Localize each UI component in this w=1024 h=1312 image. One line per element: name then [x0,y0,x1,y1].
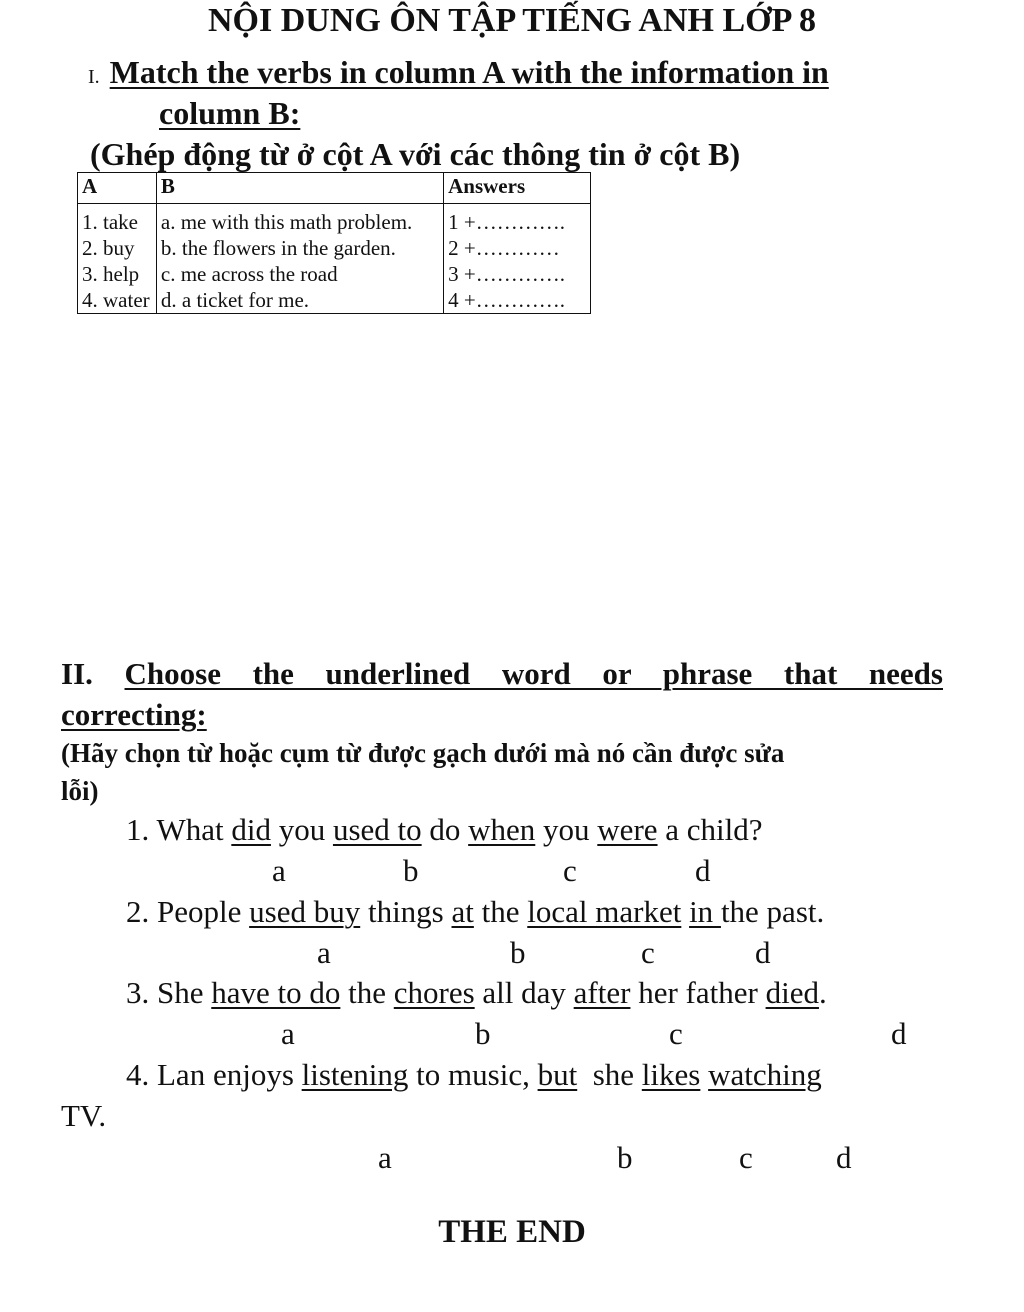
question-text: her father [630,975,766,1010]
question-3 [126,975,827,1011]
option-label-b: b [617,1140,633,1175]
option-label-c: c [563,853,577,888]
table-cell-info: b. the flowers in the garden. [156,235,443,261]
section2-heading-text: Choose the underlined word or phrase that needs [124,656,943,691]
section1-heading [88,54,829,91]
the-end: THE END [438,1214,586,1250]
option-label-b: b [403,853,419,888]
table-cell-answer: 1 +…………. [444,204,591,236]
question-text: you [270,812,333,847]
question-text [681,894,689,929]
table-cell-info: a. me with this math problem. [156,204,443,236]
option-label-a: a [317,935,331,970]
underlined-option-c: likes [641,1057,701,1092]
section1-heading-line2: column B: [159,95,301,131]
question-text: the past. [720,894,825,929]
section2-heading-line1 [61,656,943,692]
table-header: Answers [444,173,591,204]
question-text: . [818,975,827,1010]
question-text: the [473,894,528,929]
option-label-c: c [641,935,655,970]
underlined-option-a: have to do [211,975,341,1010]
question-text: 4. Lan enjoys [126,1057,302,1092]
matching-table [77,172,591,314]
question-text: to music, [408,1057,538,1092]
section2-heading-line1-text [61,656,943,691]
option-label-b: b [475,1016,491,1051]
option-label-d: d [755,935,771,970]
table-cell-info: c. me across the road [156,261,443,287]
table-cell-answer: 4 +…………. [444,287,591,314]
question-4-continuation: TV. [61,1098,107,1133]
option-label-a: a [272,853,286,888]
table-cell-info: d. a ticket for me. [156,287,443,314]
section1-translation: (Ghép động từ ở cột A với các thông tin ở cột B) [90,136,741,172]
question-4 [126,1057,822,1093]
table-cell-verb: 4. water [78,287,157,314]
section2-number: II. [61,656,125,691]
option-label-d: d [695,853,711,888]
section1-number: I. [88,66,100,88]
page-title: NỘI DUNG ÔN TẬP TIẾNG ANH LỚP 8 [207,2,816,39]
question-text: a child? [657,812,763,847]
underlined-option-d: were [597,812,658,847]
table-cell-verb: 3. help [78,261,157,287]
table-row [78,235,591,261]
option-label-d: d [891,1016,907,1051]
section2-translation-line1: (Hãy chọn từ hoặc cụm từ được gạch dưới mà nó cần được sửa [61,738,785,768]
question-text: she [577,1057,642,1092]
underlined-option-b: but [537,1057,578,1092]
question-text: 2. People [126,894,250,929]
table-cell-answer: 3 +…………. [444,261,591,287]
underlined-option-c: local market [527,894,682,929]
underlined-option-a: used buy [249,894,361,929]
table-header: A [78,173,157,204]
question-text: 3. She [126,975,212,1010]
underlined-option-c: after [573,975,631,1010]
option-label-c: c [669,1016,683,1051]
question-2 [126,894,824,930]
question-text: do [421,812,469,847]
underlined-option-b: at [451,894,474,929]
option-label-b: b [510,935,526,970]
question-text: things [360,894,452,929]
table-row [78,204,591,236]
underlined-option-d: died [765,975,819,1010]
table-cell-verb: 1. take [78,204,157,236]
table-row [78,261,591,287]
underlined-option-a: listening [301,1057,409,1092]
question-text: you [535,812,598,847]
section2-translation-line2: lỗi) [61,776,99,806]
underlined-option-c: when [468,812,536,847]
question-text: all day [474,975,574,1010]
table-header-row [78,173,591,204]
table-cell-verb: 2. buy [78,235,157,261]
underlined-option-d: in [689,894,721,929]
table-row [78,287,591,314]
option-label-a: a [378,1140,392,1175]
underlined-option-b: used to [332,812,422,847]
section1-heading-line1: Match the verbs in column A with the information in [109,54,829,90]
question-1 [126,812,763,848]
underlined-option-b: chores [393,975,475,1010]
option-label-a: a [281,1016,295,1051]
table-cell-answer: 2 +………… [444,235,591,261]
underlined-option-d: watching [708,1057,822,1092]
question-text [700,1057,708,1092]
option-label-c: c [739,1140,753,1175]
question-text: 1. What [126,812,232,847]
table-header: B [156,173,443,204]
underlined-option-a: did [231,812,271,847]
question-text: the [340,975,394,1010]
section2-heading-line2: correcting: [61,697,207,732]
option-label-d: d [836,1140,852,1175]
